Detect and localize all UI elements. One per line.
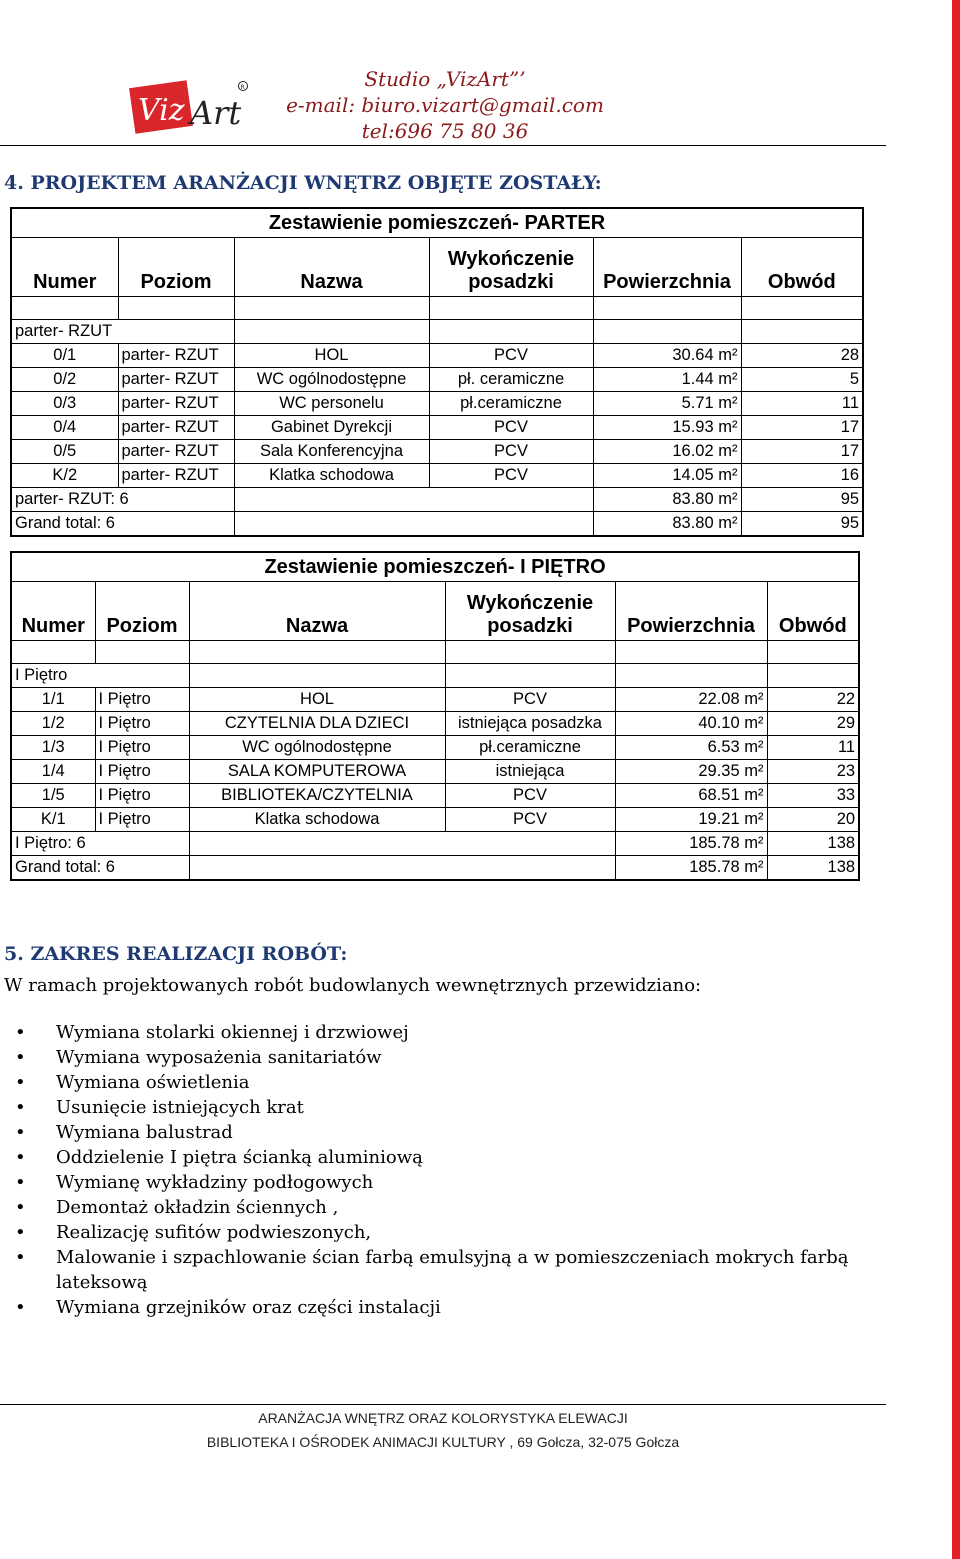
- list-item: [0, 1295, 880, 1320]
- col-header-powierzchnia: Powierzchnia: [615, 582, 767, 641]
- table-row: [11, 392, 863, 416]
- bullet-icon: •: [15, 1047, 26, 1068]
- table-row: [11, 736, 859, 760]
- studio-contact: [280, 66, 610, 144]
- list-item-text: Realizację sufitów podwieszonych,: [56, 1222, 372, 1243]
- cell-wykonczenie: istniejąca: [445, 760, 615, 784]
- cell-poziom: I Piętro: [95, 688, 189, 712]
- total-label: Grand total: 6: [11, 512, 234, 537]
- cell-obwod: 23: [767, 760, 859, 784]
- list-item: [0, 1195, 880, 1220]
- bullet-icon: •: [15, 1297, 26, 1318]
- cell-wykonczenie: PCV: [429, 416, 593, 440]
- cell-obwod: 16: [741, 464, 863, 488]
- col-header-nazwa: Nazwa: [234, 238, 429, 297]
- subtotal-powierzchnia: 185.78 m²: [615, 832, 767, 856]
- cell-wykonczenie: pł.ceramiczne: [429, 392, 593, 416]
- table-row: [11, 416, 863, 440]
- cell-obwod: 22: [767, 688, 859, 712]
- total-row: [11, 512, 863, 537]
- cell-poziom: I Piętro: [95, 712, 189, 736]
- table-row: [11, 760, 859, 784]
- cell-poziom: I Piętro: [95, 784, 189, 808]
- cell-powierzchnia: 6.53 m²: [615, 736, 767, 760]
- list-item-text: Usunięcie istniejących krat: [56, 1097, 304, 1118]
- cell-obwod: 28: [741, 344, 863, 368]
- col-header-numer: Numer: [11, 238, 118, 297]
- section-5-title: 5. ZAKRES REALIZACJI ROBÓT:: [4, 943, 348, 965]
- table-row: [11, 688, 859, 712]
- bullet-icon: •: [15, 1147, 26, 1168]
- total-label: Grand total: 6: [11, 856, 189, 881]
- list-item: [0, 1120, 880, 1145]
- list-item: [0, 1145, 880, 1170]
- cell-powierzchnia: 19.21 m²: [615, 808, 767, 832]
- cell-obwod: 20: [767, 808, 859, 832]
- cell-poziom: parter- RZUT: [118, 440, 234, 464]
- cell-wykonczenie: PCV: [445, 808, 615, 832]
- table-row: [11, 368, 863, 392]
- cell-nazwa: SALA KOMPUTEROWA: [189, 760, 445, 784]
- table-title: Zestawienie pomieszczeń- I PIĘTRO: [11, 552, 859, 582]
- total-powierzchnia: 185.78 m²: [615, 856, 767, 881]
- cell-numer: 0/1: [11, 344, 118, 368]
- cell-numer: 1/1: [11, 688, 95, 712]
- studio-phone: tel:696 75 80 36: [361, 119, 529, 143]
- section-5-intro: W ramach projektowanych robót budowlanych wewnętrznych przewidziano:: [4, 975, 702, 996]
- cell-poziom: parter- RZUT: [118, 416, 234, 440]
- list-item-text: Demontaż okładzin ściennych ,: [56, 1197, 339, 1218]
- list-item: [0, 1220, 880, 1245]
- schedule-table-pietro: [10, 551, 860, 881]
- cell-numer: 0/5: [11, 440, 118, 464]
- page-footer: [0, 1406, 886, 1454]
- table-row: [11, 464, 863, 488]
- cell-nazwa: WC ogólnodostępne: [189, 736, 445, 760]
- bullet-icon: •: [15, 1122, 26, 1143]
- cell-nazwa: HOL: [234, 344, 429, 368]
- footer-line-2: BIBLIOTEKA I OŚRODEK ANIMACJI KULTURY , 69 Gołcza, 32-075 Gołcza: [206, 1434, 680, 1450]
- cell-obwod: 11: [741, 392, 863, 416]
- cell-powierzchnia: 16.02 m²: [593, 440, 741, 464]
- cell-poziom: parter- RZUT: [118, 392, 234, 416]
- cell-wykonczenie: PCV: [429, 440, 593, 464]
- col-header-numer: Numer: [11, 582, 95, 641]
- svg-text:Viz: Viz: [138, 93, 185, 128]
- cell-nazwa: Klatka schodowa: [189, 808, 445, 832]
- cell-wykonczenie: istniejąca posadzka: [445, 712, 615, 736]
- total-obwod: 95: [741, 512, 863, 537]
- cell-obwod: 17: [741, 416, 863, 440]
- col-header-powierzchnia: Powierzchnia: [593, 238, 741, 297]
- cell-numer: 1/2: [11, 712, 95, 736]
- group-label: I Piętro: [11, 664, 189, 688]
- bullet-icon: •: [15, 1022, 26, 1043]
- list-item: [0, 1070, 880, 1095]
- cell-poziom: I Piętro: [95, 808, 189, 832]
- cell-poziom: I Piętro: [95, 760, 189, 784]
- bullet-icon: •: [15, 1097, 26, 1118]
- total-powierzchnia: 83.80 m²: [593, 512, 741, 537]
- list-item: [0, 1045, 880, 1070]
- table-title: Zestawienie pomieszczeń- PARTER: [11, 208, 863, 238]
- subtotal-label: I Piętro: 6: [11, 832, 189, 856]
- list-item-text: Oddzielenie I piętra ścianką aluminiową: [56, 1147, 423, 1168]
- cell-wykonczenie: PCV: [429, 464, 593, 488]
- col-header-wykonczenie: Wykończenie posadzki: [445, 582, 615, 641]
- cell-wykonczenie: pł. ceramiczne: [429, 368, 593, 392]
- cell-wykonczenie: PCV: [429, 344, 593, 368]
- col-header-wykonczenie: Wykończenie posadzki: [429, 238, 593, 297]
- cell-powierzchnia: 22.08 m²: [615, 688, 767, 712]
- list-item: [0, 1170, 880, 1195]
- subtotal-obwod: 95: [741, 488, 863, 512]
- cell-powierzchnia: 30.64 m²: [593, 344, 741, 368]
- col-header-obwod: Obwód: [767, 582, 859, 641]
- cell-obwod: 5: [741, 368, 863, 392]
- svg-text:R: R: [240, 84, 245, 91]
- svg-text:Art: Art: [190, 94, 242, 132]
- col-header-poziom: Poziom: [95, 582, 189, 641]
- cell-powierzchnia: 40.10 m²: [615, 712, 767, 736]
- cell-wykonczenie: pł.ceramiczne: [445, 736, 615, 760]
- cell-wykonczenie: PCV: [445, 784, 615, 808]
- cell-nazwa: Klatka schodowa: [234, 464, 429, 488]
- col-header-poziom: Poziom: [118, 238, 234, 297]
- footer-rule: [0, 1404, 886, 1405]
- table-row: [11, 808, 859, 832]
- studio-email: e-mail: biuro.vizart@gmail.com: [286, 93, 604, 117]
- subtotal-row: [11, 488, 863, 512]
- list-item-text: Wymiana oświetlenia: [56, 1072, 250, 1093]
- total-obwod: 138: [767, 856, 859, 881]
- list-item-text: Malowanie i szpachlowanie ścian farbą emulsyjną a w pomieszczeniach mokrych farbą lateksową: [56, 1247, 849, 1293]
- bullet-icon: •: [15, 1222, 26, 1243]
- cell-obwod: 11: [767, 736, 859, 760]
- cell-nazwa: Gabinet Dyrekcji: [234, 416, 429, 440]
- cell-numer: 0/4: [11, 416, 118, 440]
- cell-numer: 0/3: [11, 392, 118, 416]
- bullet-icon: •: [15, 1072, 26, 1093]
- cell-nazwa: WC ogólnodostępne: [234, 368, 429, 392]
- cell-powierzchnia: 29.35 m²: [615, 760, 767, 784]
- list-item-text: Wymiana balustrad: [56, 1122, 233, 1143]
- list-item-text: Wymiana stolarki okiennej i drzwiowej: [56, 1022, 409, 1043]
- list-item-text: Wymianę wykładziny podłogowych: [56, 1172, 374, 1193]
- cell-powierzchnia: 14.05 m²: [593, 464, 741, 488]
- cell-poziom: I Piętro: [95, 736, 189, 760]
- cell-nazwa: HOL: [189, 688, 445, 712]
- table-row: [11, 440, 863, 464]
- cell-numer: 1/5: [11, 784, 95, 808]
- cell-nazwa: CZYTELNIA DLA DZIECI: [189, 712, 445, 736]
- bullet-icon: •: [15, 1247, 26, 1268]
- cell-obwod: 33: [767, 784, 859, 808]
- cell-poziom: parter- RZUT: [118, 464, 234, 488]
- table-row: [11, 712, 859, 736]
- cell-poziom: parter- RZUT: [118, 344, 234, 368]
- header-rule: [0, 145, 886, 146]
- cell-obwod: 17: [741, 440, 863, 464]
- studio-name: Studio „VizArt”’: [364, 67, 526, 91]
- subtotal-row: [11, 832, 859, 856]
- subtotal-label: parter- RZUT: 6: [11, 488, 234, 512]
- list-item: [0, 1245, 880, 1295]
- bullet-icon: •: [15, 1172, 26, 1193]
- cell-numer: K/1: [11, 808, 95, 832]
- cell-numer: 1/4: [11, 760, 95, 784]
- list-item-text: Wymiana wyposażenia sanitariatów: [56, 1047, 382, 1068]
- footer-line-1: ARANŻACJA WNĘTRZ ORAZ KOLORYSTYKA ELEWACJI: [258, 1410, 628, 1426]
- cell-numer: 0/2: [11, 368, 118, 392]
- schedule-table-parter: [10, 207, 864, 537]
- table-row: [11, 784, 859, 808]
- cell-powierzchnia: 1.44 m²: [593, 368, 741, 392]
- group-label: parter- RZUT: [11, 320, 234, 344]
- cell-wykonczenie: PCV: [445, 688, 615, 712]
- section-4-title: 4. PROJEKTEM ARANŻACJI WNĘTRZ OBJĘTE ZOSTAŁY:: [4, 172, 602, 194]
- scope-list: [0, 1020, 880, 1320]
- cell-numer: 1/3: [11, 736, 95, 760]
- cell-powierzchnia: 5.71 m²: [593, 392, 741, 416]
- cell-nazwa: BIBLIOTEKA/CZYTELNIA: [189, 784, 445, 808]
- list-item: [0, 1095, 880, 1120]
- cell-poziom: parter- RZUT: [118, 368, 234, 392]
- cell-obwod: 29: [767, 712, 859, 736]
- cell-nazwa: Sala Konferencyjna: [234, 440, 429, 464]
- cell-numer: K/2: [11, 464, 118, 488]
- page-edge-bar: [952, 0, 960, 1559]
- cell-nazwa: WC personelu: [234, 392, 429, 416]
- list-item: [0, 1020, 880, 1045]
- subtotal-powierzchnia: 83.80 m²: [593, 488, 741, 512]
- cell-powierzchnia: 68.51 m²: [615, 784, 767, 808]
- list-item-text: Wymiana grzejników oraz części instalacji: [56, 1297, 441, 1318]
- bullet-icon: •: [15, 1197, 26, 1218]
- col-header-nazwa: Nazwa: [189, 582, 445, 641]
- total-row: [11, 856, 859, 881]
- cell-powierzchnia: 15.93 m²: [593, 416, 741, 440]
- subtotal-obwod: 138: [767, 832, 859, 856]
- table-row: [11, 344, 863, 368]
- vizart-logo: [128, 76, 250, 136]
- col-header-obwod: Obwód: [741, 238, 863, 297]
